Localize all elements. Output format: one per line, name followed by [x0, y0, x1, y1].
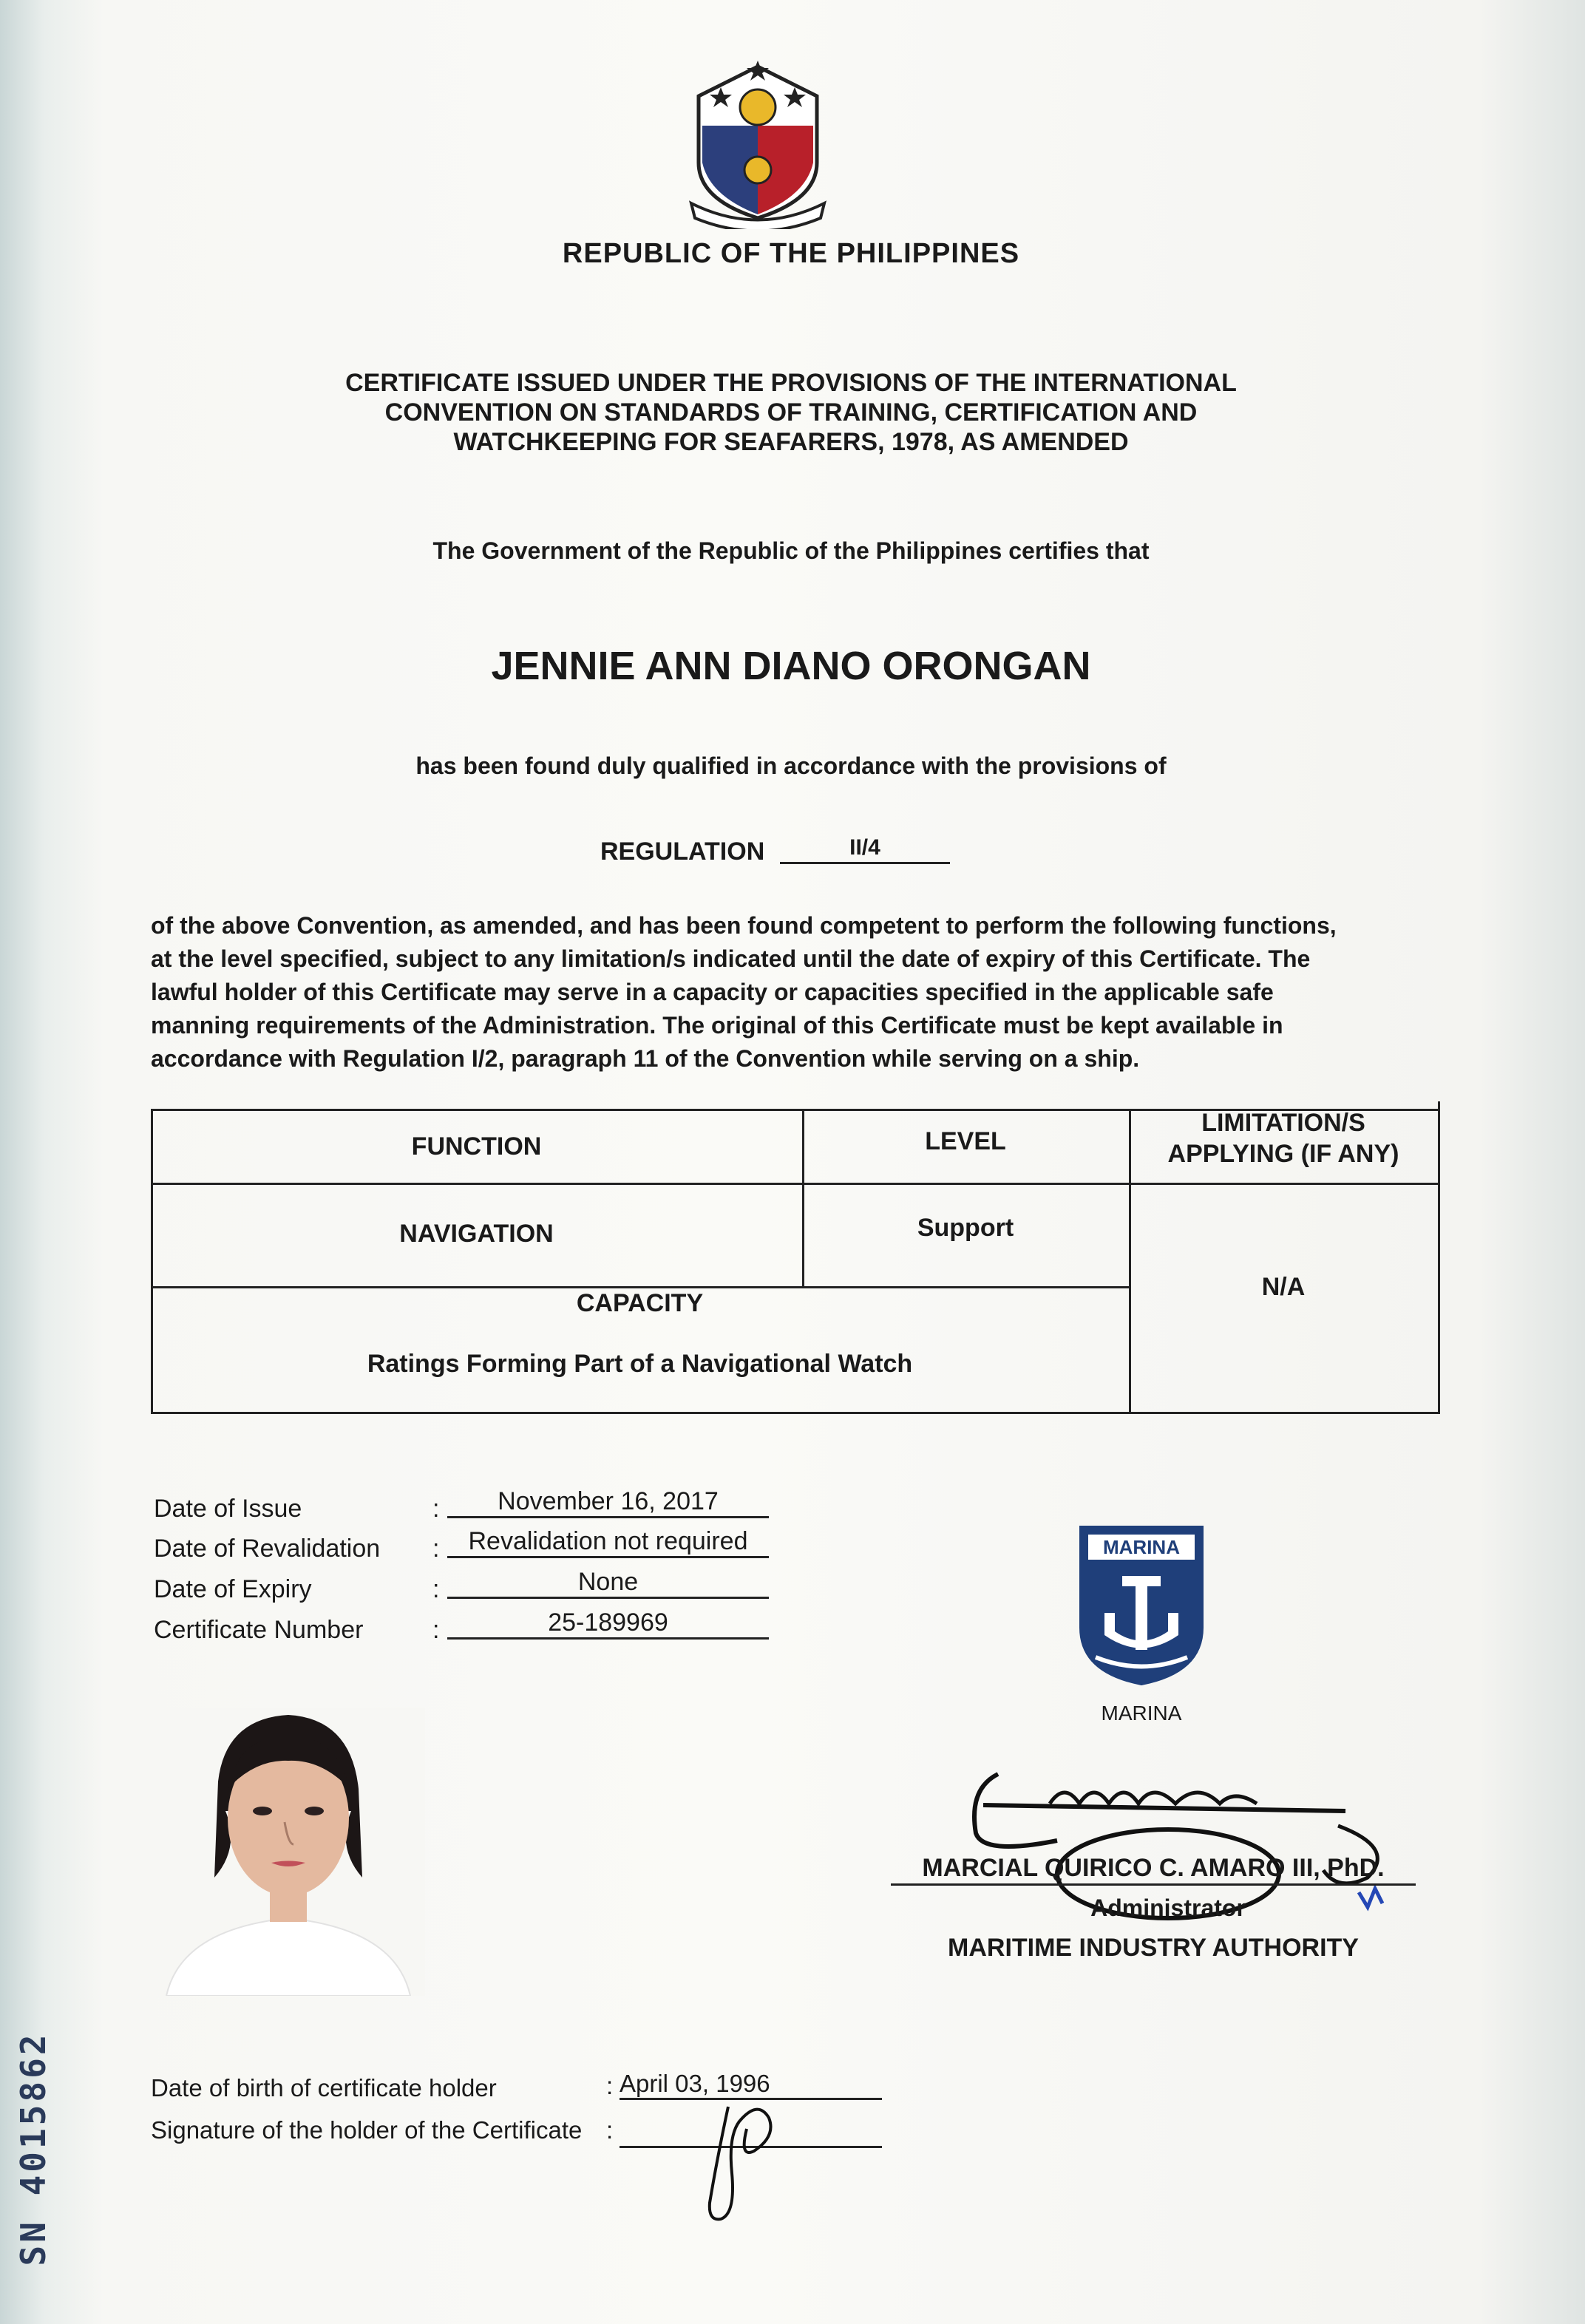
serial-number: SN 4015862 — [13, 2031, 53, 2266]
philippine-seal-icon — [676, 52, 839, 229]
table-bottom-border — [151, 1412, 1440, 1414]
issue-date-label: Date of Issue — [154, 1495, 302, 1523]
table-header-divider — [151, 1183, 1440, 1185]
dob-colon: : — [606, 2072, 614, 2099]
dob-value: April 03, 1996 — [620, 2070, 882, 2100]
marina-badge-text: MARINA — [1103, 1536, 1180, 1558]
holder-signature-colon: : — [606, 2116, 614, 2144]
header-function: FUNCTION — [411, 1132, 542, 1161]
table-row-divider — [151, 1286, 1130, 1288]
certificate-title — [259, 368, 1323, 457]
paragraph-line-4: manning requirements of the Administration. The original of this Certificate must be kept available in — [151, 1012, 1283, 1039]
paragraph-line-3: lawful holder of this Certificate may serve in a capacity or capacities specified in the applicable safe — [151, 979, 1274, 1005]
paragraph-line-5: accordance with Regulation I/2, paragraph 11 of the Convention while serving on a ship. — [151, 1045, 1140, 1072]
signatory-line — [891, 1883, 1416, 1886]
level-value: Support — [917, 1214, 1014, 1242]
header-level: LEVEL — [925, 1127, 1006, 1155]
capacity-value: Ratings Forming Part of a Navigational Watch — [367, 1350, 913, 1378]
function-value: NAVIGATION — [399, 1220, 554, 1248]
paragraph-line-1: of the above Convention, as amended, and has been found competent to perform the following functions, — [151, 912, 1337, 939]
signatory-name: MARCIAL QUIRICO C. AMARO III, PhD. — [922, 1854, 1385, 1882]
revalidation-date-colon: : — [432, 1535, 440, 1563]
header-limitations-line-1: LIMITATION/S — [1201, 1109, 1365, 1137]
expiry-date-value: None — [447, 1568, 769, 1599]
marina-badge — [1078, 1524, 1205, 1691]
qualified-statement: has been found duly qualified in accordance with the provisions of — [415, 752, 1167, 779]
certificate-number-colon: : — [432, 1616, 440, 1644]
regulation-label: REGULATION — [600, 837, 765, 866]
certificate-title-line-2: CONVENTION ON STANDARDS OF TRAINING, CERTIFICATION AND — [384, 398, 1198, 427]
certificate-title-line-3: WATCHKEEPING FOR SEAFARERS, 1978, AS AMENDED — [453, 428, 1129, 456]
country-heading: REPUBLIC OF THE PHILIPPINES — [562, 238, 1020, 269]
header-limitations-line-2: APPLYING (IF ANY) — [1167, 1140, 1399, 1168]
holder-signature-label: Signature of the holder of the Certificate — [151, 2116, 583, 2144]
expiry-date-colon: : — [432, 1575, 440, 1603]
certifies-statement: The Government of the Republic of the Philippines certifies that — [432, 537, 1150, 564]
regulation-value: II/4 — [780, 835, 950, 864]
expiry-date-label: Date of Expiry — [154, 1575, 312, 1603]
table-right-border — [1438, 1101, 1440, 1414]
certificate-number-value: 25-189969 — [447, 1608, 769, 1640]
revalidation-date-value: Revalidation not required — [447, 1527, 769, 1558]
paragraph-line-2: at the level specified, subject to any limitation/s indicated until the date of expiry of this Certificate. The — [151, 945, 1311, 972]
limitations-value: N/A — [1261, 1273, 1306, 1301]
capacity-label: CAPACITY — [576, 1289, 704, 1317]
issue-date-colon: : — [432, 1495, 440, 1523]
holder-photo — [152, 1708, 425, 1996]
revalidation-date-label: Date of Revalidation — [154, 1535, 381, 1563]
certificate-number-label: Certificate Number — [154, 1616, 364, 1644]
competence-paragraph — [151, 909, 1452, 1076]
issue-date-value: November 16, 2017 — [447, 1487, 769, 1518]
signatory-organization: MARITIME INDUSTRY AUTHORITY — [948, 1934, 1359, 1962]
signatory-title: Administrator — [1090, 1895, 1246, 1921]
marina-caption: MARINA — [1101, 1702, 1182, 1725]
holder-signature-icon — [695, 2092, 798, 2225]
dob-label: Date of birth of certificate holder — [151, 2074, 497, 2102]
holder-name: JENNIE ANN DIANO ORONGAN — [491, 644, 1091, 688]
header-limitations — [1129, 1107, 1438, 1169]
certificate-title-line-1: CERTIFICATE ISSUED UNDER THE PROVISIONS OF THE INTERNATIONAL — [345, 369, 1237, 397]
